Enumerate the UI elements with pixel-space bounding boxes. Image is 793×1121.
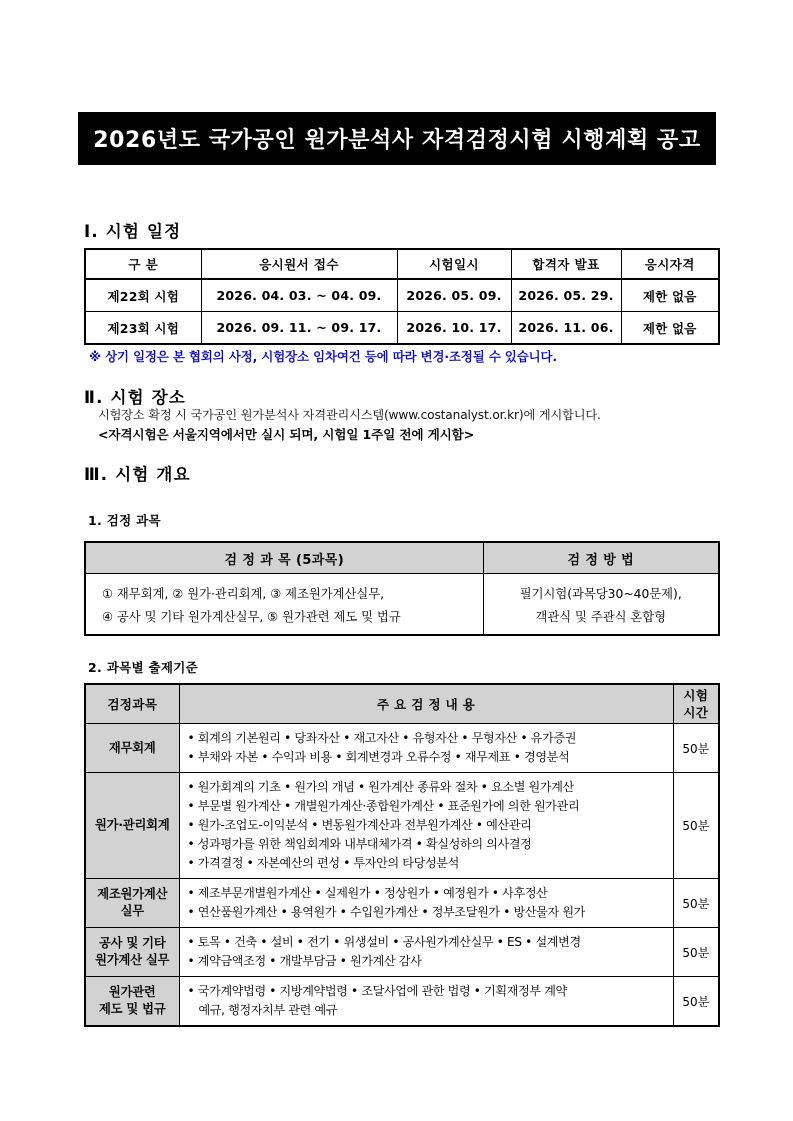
table-row [85,279,719,312]
subject-name-line: 원가계산 실무 [95,953,170,967]
content-line: • 원가회계의 기초 • 원가의 개념 • 원가계산 종류와 절차 • 요소별 원가계산 [187,780,574,794]
cell-main-content [179,773,673,879]
exam-time-header-line1: 시험 [683,688,709,703]
content-line: • 부문별 원가계산 • 개별원가계산·종합원가계산 • 표준원가에 의한 원가관리 [187,799,580,813]
table-row [85,724,719,773]
exam-location-highlight: <자격시험은 서울지역에서만 실시 되며, 시험일 1주일 전에 게시함> [98,427,475,442]
cell-subject-name [85,928,179,977]
col-header-exam-date: 시험일시 [397,249,511,279]
exam-criteria-table [84,683,720,1027]
content-line: • 국가계약법령 • 지방계약법령 • 조달사업에 관한 법령 • 기획재정부 계약 [187,984,567,998]
table-header-row [85,542,719,574]
exam-schedule-table [84,248,720,345]
subject-name-line: 공사 및 기타 [98,936,166,950]
cell-method [483,574,719,636]
cell-main-content [179,724,673,773]
table-row [85,312,719,345]
content-line: • 성과평가를 위한 책임회계와 내부대체가격 • 확실성하의 의사결정 [187,837,532,851]
subject-name-line: 제조원가계산 [97,887,168,901]
cell-main-content [179,879,673,928]
document-title-banner [78,112,716,165]
method-line: 필기시험(과목당30~40문제), [519,586,682,601]
col-header-division: 구 분 [85,249,201,279]
cell-exam-time: 50분 [673,724,719,773]
table-row [85,773,719,879]
schedule-change-note: ※ 상기 일정은 본 협회의 사정, 시험장소 임차여건 등에 따라 변경·조정될 수 있습니다. [89,349,558,364]
subject-name-line: 재무회계 [108,740,156,755]
table-row [85,977,719,1027]
content-line: • 가격결정 • 자본예산의 편성 • 투자안의 타당성분석 [187,856,459,870]
table-row [85,574,719,636]
col-header-main-content: 주 요 검 정 내 용 [179,684,673,724]
col-header-subjects: 검 정 과 목 (5과목) [85,542,483,574]
cell-application: 2026. 04. 03. ~ 04. 09. [201,279,397,312]
cell-subject-name [85,773,179,879]
section-2-heading: Ⅱ. 시험 장소 [84,388,186,407]
col-header-subject: 검정과목 [85,684,179,724]
content-line: • 회계의 기본원리 • 당좌자산 • 재고자산 • 유형자산 • 무형자산 • 유가증권 [187,731,577,745]
cell-exam-time: 50분 [673,773,719,879]
cell-result-date: 2026. 05. 29. [511,279,621,312]
cell-subject-name [85,879,179,928]
method-line: 객관식 및 주관식 혼합형 [535,609,666,624]
content-line: • 부채와 자본 • 수익과 비용 • 회계변경과 오류수정 • 재무제표 • 경영분석 [187,750,570,764]
cell-exam-time: 50분 [673,977,719,1027]
cell-subject-list [85,574,483,636]
table-row [85,879,719,928]
table-row [85,928,719,977]
content-line: • 제조부문개별원가계산 • 실제원가 • 정상원가 • 예정원가 • 사후정산 [187,886,548,900]
exam-subjects-table [84,541,720,636]
col-header-method: 검 정 방 법 [483,542,719,574]
exam-time-header-line2: 시간 [683,705,709,720]
col-header-exam-time [673,684,719,724]
subsection-1-heading: 1. 검정 과목 [88,513,161,528]
table-header-row [85,249,719,279]
cell-exam-time: 50분 [673,879,719,928]
table-header-row [85,684,719,724]
cell-main-content [179,928,673,977]
cell-eligibility: 제한 없음 [621,312,719,345]
cell-division: 제22회 시험 [85,279,201,312]
section-1-heading: Ⅰ. 시험 일정 [84,222,182,241]
cell-subject-name [85,977,179,1027]
subject-line: ① 재무회계, ② 원가·관리회계, ③ 제조원가계산실무, [102,586,385,601]
subject-name-line: 원가관련 [108,985,156,999]
subsection-2-heading: 2. 과목별 출제기준 [88,660,198,675]
content-line: 예규, 행정자치부 관련 예규 [198,1003,338,1017]
subject-name-line: 제도 및 법규 [98,1002,166,1016]
cell-exam-time: 50분 [673,928,719,977]
cell-exam-date: 2026. 10. 17. [397,312,511,345]
cell-eligibility: 제한 없음 [621,279,719,312]
cell-result-date: 2026. 11. 06. [511,312,621,345]
subject-name-line: 실무 [120,904,144,918]
content-line: • 원가-조업도-이익분석 • 변동원가계산과 전부원가계산 • 예산관리 [187,818,532,832]
col-header-eligibility: 응시자격 [621,249,719,279]
content-line: • 계약금액조정 • 개발부담금 • 원가계산 감사 [187,954,422,968]
col-header-application: 응시원서 접수 [201,249,397,279]
content-line: • 연산품원가계산 • 용역원가 • 수입원가계산 • 정부조달원가 • 방산물자 원가 [187,905,586,919]
content-line: • 토목 • 건축 • 설비 • 전기 • 위생설비 • 공사원가계산실무 • ES • 설계변경 [187,935,581,949]
cell-subject-name [85,724,179,773]
cell-exam-date: 2026. 05. 09. [397,279,511,312]
cell-division: 제23회 시험 [85,312,201,345]
section-3-heading: Ⅲ. 시험 개요 [84,465,191,484]
page-title: 2026년도 국가공인 원가분석사 자격검정시험 시행계획 공고 [93,128,701,153]
cell-application: 2026. 09. 11. ~ 09. 17. [201,312,397,345]
exam-location-note: 시험장소 확정 시 국가공인 원가분석사 자격관리시스템(www.costanalyst.or.kr)에 게시합니다. [98,408,601,422]
cell-main-content [179,977,673,1027]
subject-line: ④ 공사 및 기타 원가계산실무, ⑤ 원가관련 제도 및 법규 [102,609,401,624]
subject-name-line: 원가·관리회계 [94,818,170,832]
col-header-result-date: 합격자 발표 [511,249,621,279]
